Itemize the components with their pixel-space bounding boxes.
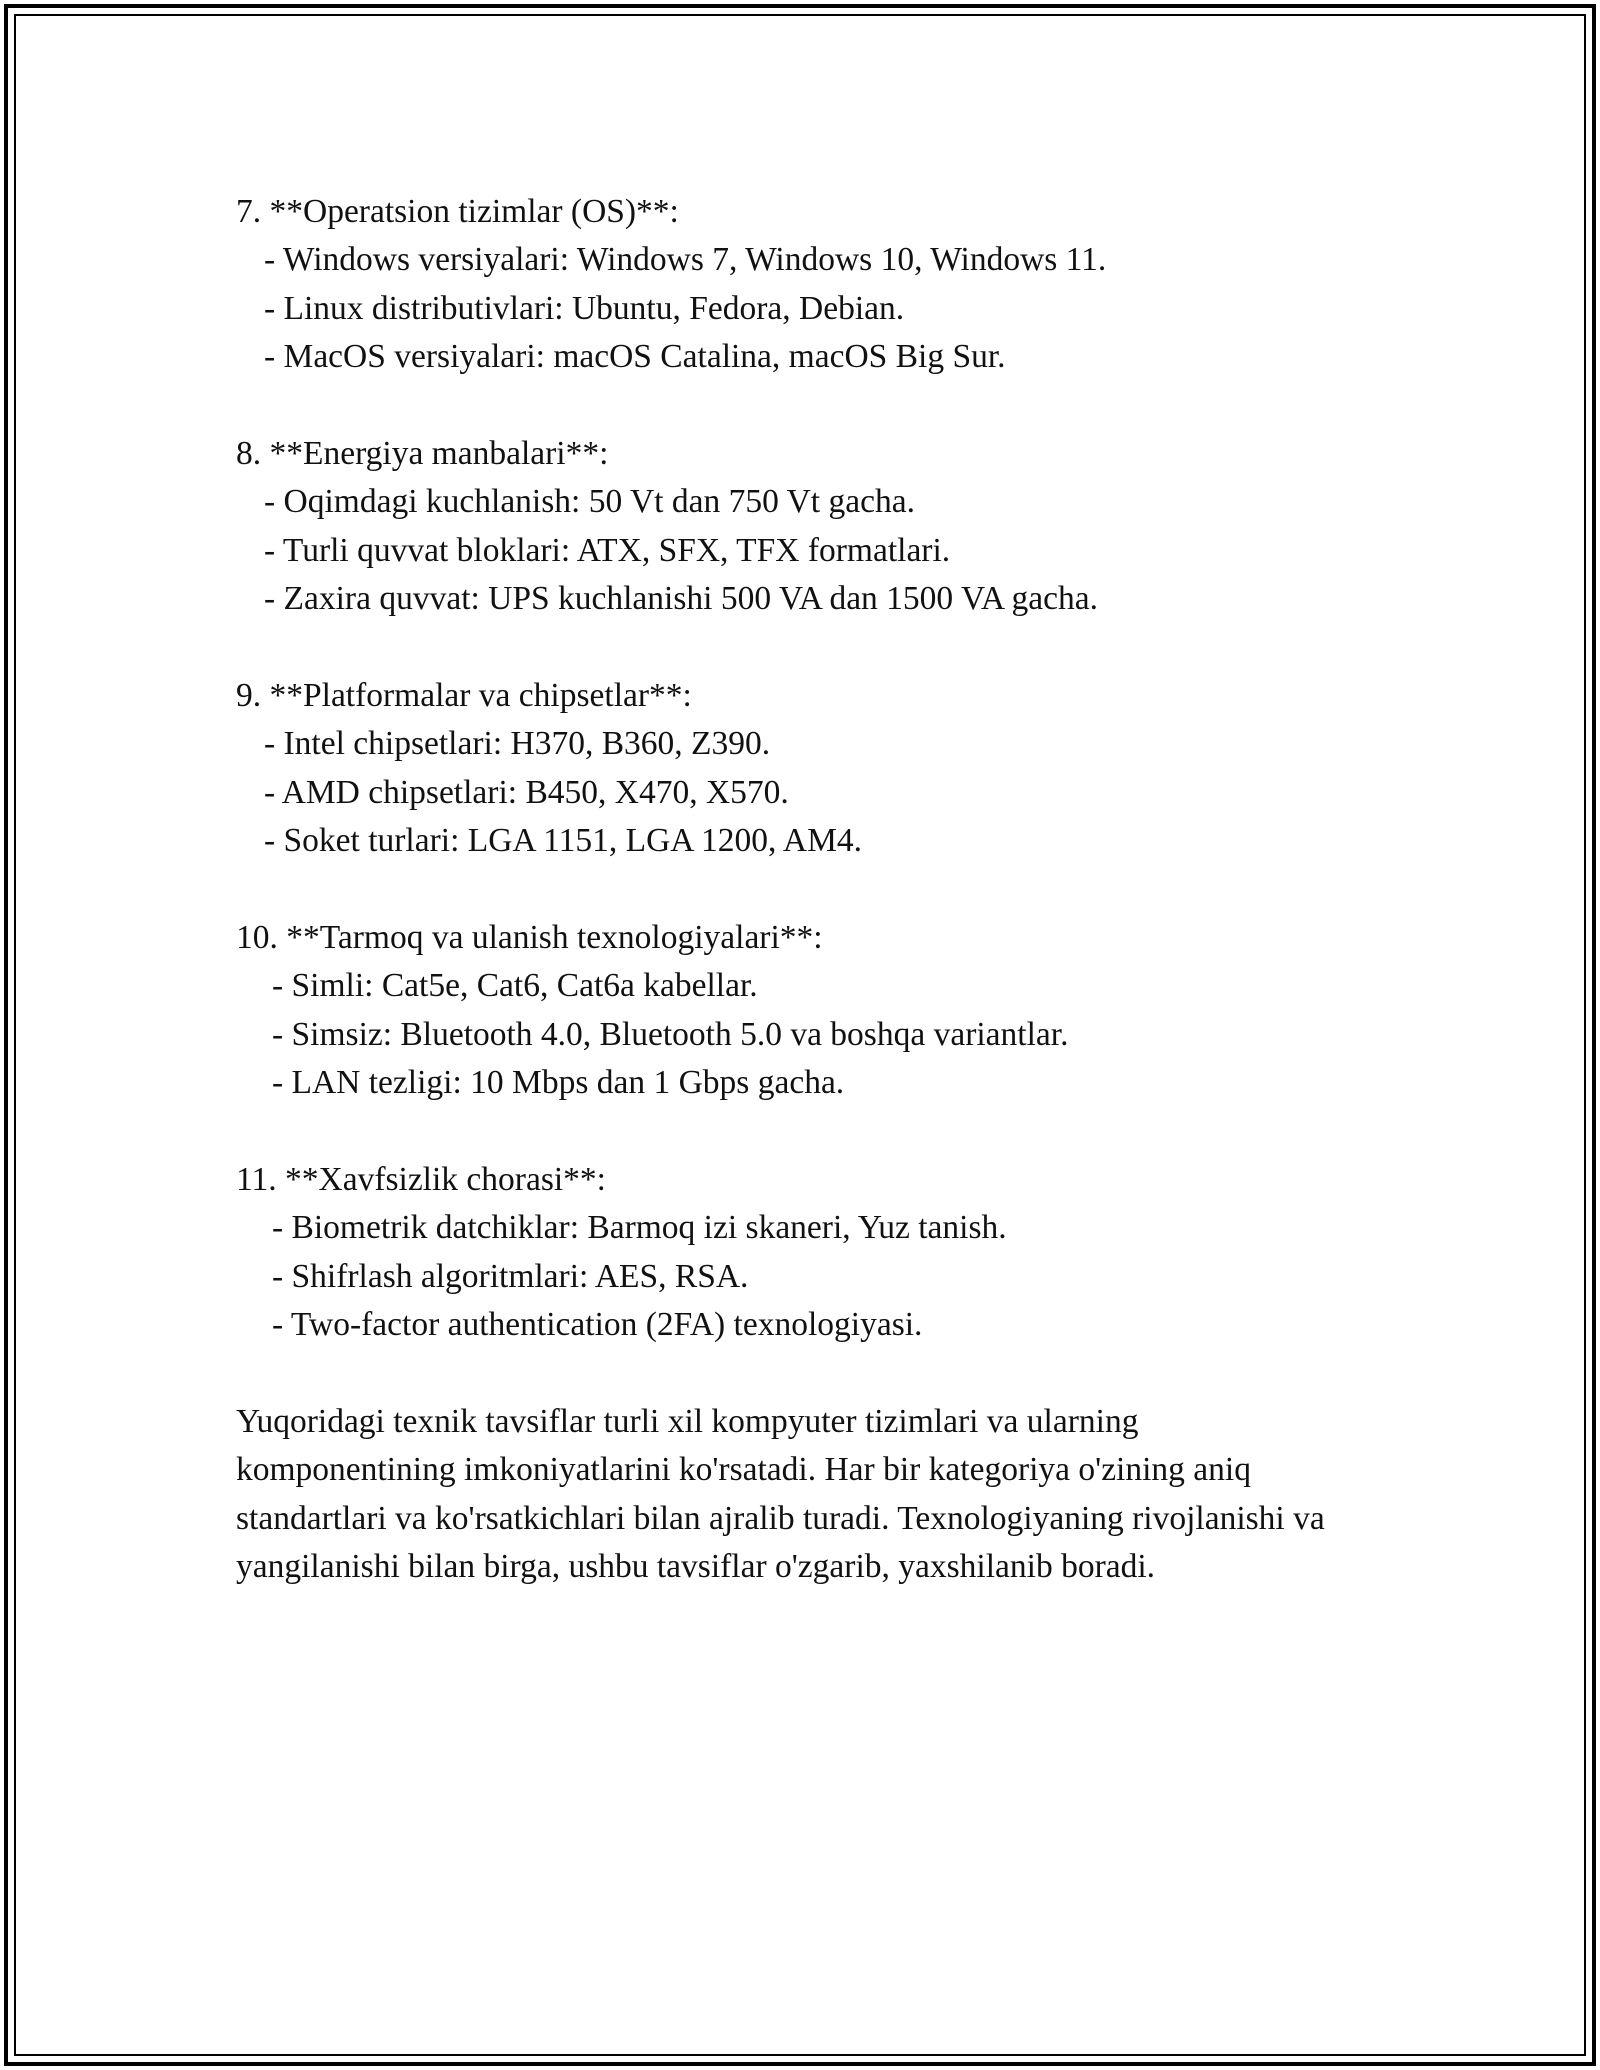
section-heading: 11. **Xavfsizlik chorasi**: bbox=[236, 1160, 606, 1198]
list-item: - AMD chipsetlari: B450, X470, X570. bbox=[264, 773, 789, 811]
list-item: - Biometrik datchiklar: Barmoq izi skaneri, Yuz tanish. bbox=[272, 1209, 1007, 1247]
list-item: - Simsiz: Bluetooth 4.0, Bluetooth 5.0 va boshqa variantlar. bbox=[272, 1015, 1069, 1053]
section-heading: 10. **Tarmoq va ulanish texnologiyalari**: bbox=[236, 918, 823, 956]
list-item: - Intel chipsetlari: H370, B360, Z390. bbox=[264, 725, 771, 763]
list-item: - Linux distributivlari: Ubuntu, Fedora, Debian. bbox=[264, 289, 905, 327]
section-heading: 9. **Platformalar va chipsetlar**: bbox=[236, 676, 692, 714]
list-item: - Oqimdagi kuchlanish: 50 Vt dan 750 Vt gacha. bbox=[264, 483, 915, 521]
section-security bbox=[236, 1156, 1376, 1350]
section-heading: 8. **Energiya manbalari**: bbox=[236, 434, 609, 472]
list-item: - Simli: Cat5e, Cat6, Cat6a kabellar. bbox=[272, 967, 758, 1005]
section-platforms-chipsets bbox=[236, 672, 1376, 866]
section-operating-systems bbox=[236, 188, 1376, 382]
list-item: - Turli quvvat bloklari: ATX, SFX, TFX formatlari. bbox=[264, 531, 951, 569]
list-item: - LAN tezligi: 10 Mbps dan 1 Gbps gacha. bbox=[272, 1064, 845, 1102]
list-item: - MacOS versiyalari: macOS Catalina, macOS Big Sur. bbox=[264, 338, 1006, 376]
section-heading: 7. **Operatsion tizimlar (OS)**: bbox=[236, 193, 679, 230]
conclusion-paragraph: Yuqoridagi texnik tavsiflar turli xil kompyuter tizimlari va ularning komponentining imkoniyatlarini ko'rsatadi. Har bir kategoriya o'zining aniq standartlari va ko'rsatkichlari bilan ajralib turadi. Texnologiyaning rivojlanishi va yangilanishi bilan birga, ushbu tavsiflar o'zgarib, yaxshilanib boradi. bbox=[236, 1402, 1325, 1585]
list-item: - Zaxira quvvat: UPS kuchlanishi 500 VA dan 1500 VA gacha. bbox=[264, 580, 1099, 618]
document-body bbox=[236, 188, 1376, 1591]
list-item: - Two-factor authentication (2FA) texnologiyasi. bbox=[272, 1305, 923, 1343]
section-networking bbox=[236, 914, 1376, 1108]
section-energy-sources bbox=[236, 430, 1376, 624]
list-item: - Windows versiyalari: Windows 7, Windows 10, Windows 11. bbox=[264, 241, 1107, 279]
list-item: - Soket turlari: LGA 1151, LGA 1200, AM4. bbox=[264, 822, 863, 860]
list-item: - Shifrlash algoritmlari: AES, RSA. bbox=[272, 1257, 749, 1295]
